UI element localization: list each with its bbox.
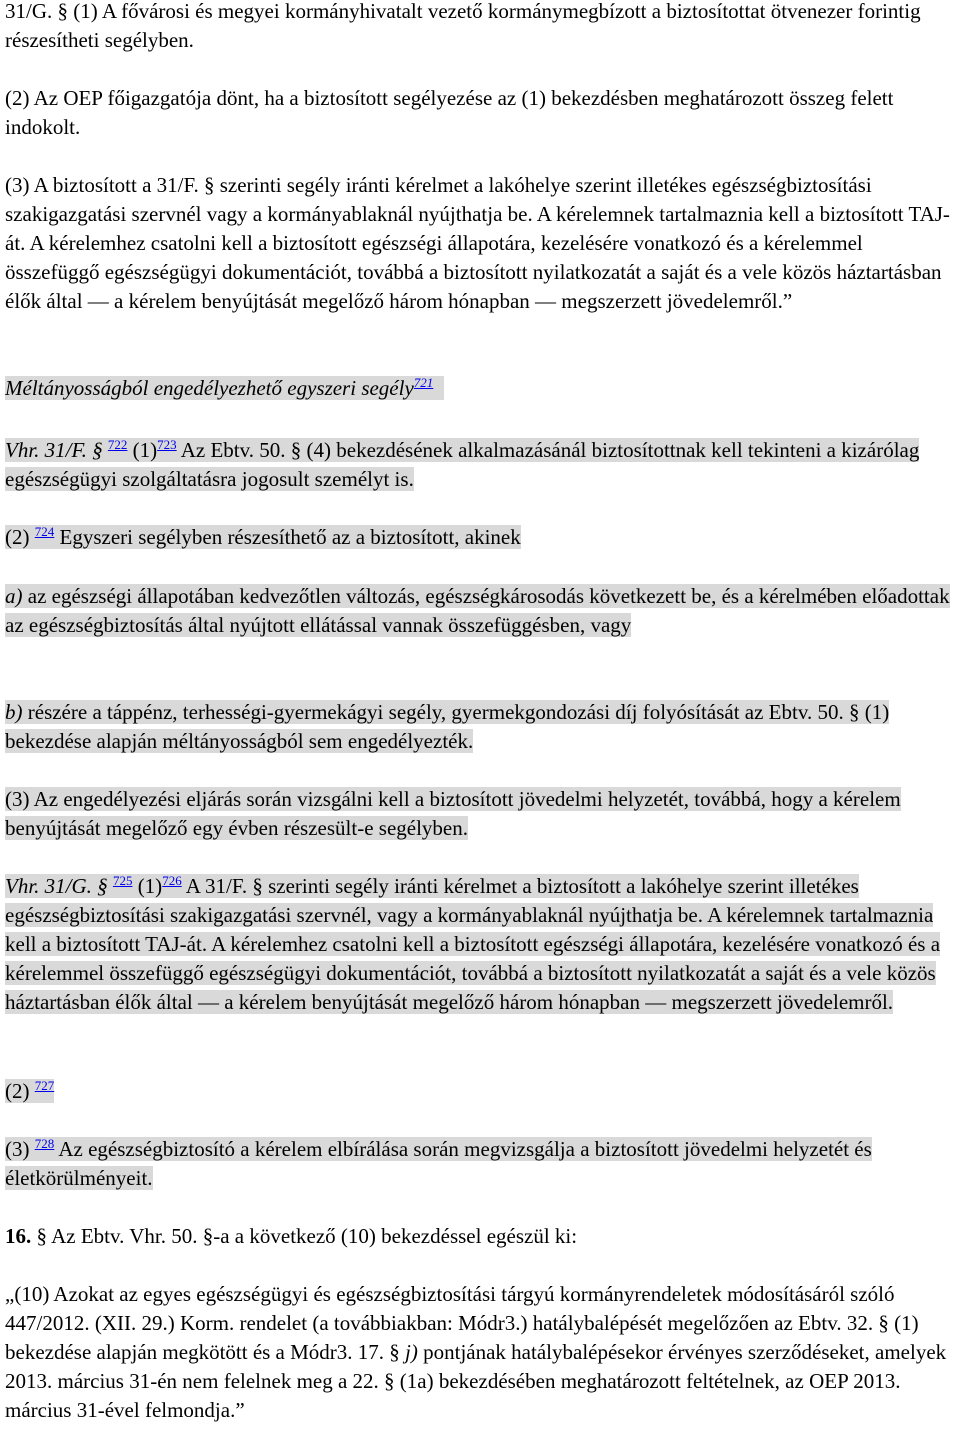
section-heading xyxy=(5,374,955,403)
paragraph-text: (3) A biztosított a 31/F. § szerinti segély iránti kérelmet a lakóhelye szerint illetékes egészségbiztosítási szakigazgatási szervnél vagy a kormányablaknál nyújthatja be. A kérelemnek tartalmaznia kell a biztosított TAJ-át. A kérelemhez csatolni kell a biztosított egészségi állapotára, kezelésére vonatkozó és a kérelemmel összefüggő egészségügyi dokumentációt, továbbá a biztosított nyilatkozatát a saját és a vele közös háztartásban élők által — a kérelem benyújtását megelőző három hónapban — megszerzett jövedelemről.” xyxy=(5,173,950,313)
vhr-reference: Vhr. 31/F. § xyxy=(5,438,103,462)
paragraph-2-egyszeri xyxy=(5,523,955,552)
footnote-link-721[interactable]: 721 xyxy=(413,375,434,390)
paragraph-10-quote xyxy=(5,1280,955,1425)
section-number: 16. xyxy=(5,1224,32,1248)
footnote-link-726[interactable]: 726 xyxy=(162,873,182,888)
paragraph-text: (2) Az OEP főigazgatója dönt, ha a biztosított segélyezése az (1) bekezdésben meghatározott összeg felett indokolt. xyxy=(5,86,894,139)
paragraph-31g-2 xyxy=(5,84,955,142)
footnote-link-728[interactable]: 728 xyxy=(34,1136,55,1151)
footnote-link-727[interactable]: 727 xyxy=(34,1078,55,1093)
footnote-link-724[interactable]: 724 xyxy=(34,524,55,539)
highlighted-text: (3) Az engedélyezési eljárás során vizsgálni kell a biztosított jövedelmi helyzetét, továbbá, hogy a kérelem benyújtását megelőző egy évben részesült-e segélyben. xyxy=(5,787,901,840)
paragraph-vhr-31f xyxy=(5,436,955,494)
footnote-link-723[interactable]: 723 xyxy=(157,437,177,452)
paragraph-3-728 xyxy=(5,1135,955,1193)
point-b xyxy=(5,698,955,756)
point-text: az egészségi állapotában kedvezőtlen változás, egészségkárosodás következett be, és a kérelmében előadottak az egészségbiztosítás által nyújtott ellátással vannak összefüggésben, vagy xyxy=(5,584,950,637)
highlighted-text xyxy=(5,438,919,491)
highlighted-text: (3) $^{728}$ Az egészségbiztosító a kérelem elbírálása során megvizsgálja a biztosított jövedelmi helyzetét és életkörülményeit. xyxy=(5,1136,872,1190)
highlighted-text xyxy=(5,874,940,1014)
point-label: a) xyxy=(5,584,23,608)
quote-text-1: „(10) Azokat az egyes egészségügyi és egészségbiztosítási tárgyú kormányrendeletek módosításáról szóló 447/2012. (XII. 29.) Korm. rendelet (a továbbiakban: Módr3.) hatálybalépését megelőzően az Ebtv. 32. § (1) bekezdése alapján megkötött és a Módr3. 17. § xyxy=(5,1282,919,1364)
point-label: b) xyxy=(5,700,23,724)
point-a xyxy=(5,582,955,640)
highlighted-text: (2) $^{727}$ xyxy=(5,1078,55,1103)
highlighted-text xyxy=(5,584,950,637)
highlighted-text xyxy=(5,700,889,753)
paragraph-31g-1 xyxy=(5,0,955,55)
paragraph-text: Az Ebtv. 50. § (4) bekezdésének alkalmazásánál biztosítottnak kell tekinteni a kizárólag egészségügyi szolgáltatásra jogosult személyt is. xyxy=(5,438,920,491)
footnote-link-722[interactable]: 722 xyxy=(107,437,128,452)
paragraph-2-727 xyxy=(5,1077,955,1106)
paragraph-text: A 31/F. § szerinti segély iránti kérelmet a biztosított a lakóhelye szerint illetékes egészségbiztosítási szakigazgatási szervnél, vagy a kormányablaknál nyújthatja be. A kérelemnek tartalmaznia kell a biztosított TAJ-át. A kérelemhez csatolni kell a biztosított egészségi állapotára, kezelésére vonatkozó és a kérelemmel összefüggő egészségügyi dokumentációt, továbbá a biztosított nyilatkozatát a saját és a vele közös háztartásban élők által — a kérelem benyújtását megelőző három hónapban — megszerzett jövedelemről. xyxy=(5,874,941,1014)
vhr-reference: Vhr. 31/G. § xyxy=(5,874,108,898)
paragraph-number: (1) xyxy=(137,874,163,898)
footnote-link-725[interactable]: 725 xyxy=(112,873,133,888)
paragraph-31g-3 xyxy=(5,171,955,316)
point-text: részére a táppénz, terhességi-gyermekágyi segély, gyermekgondozási díj folyósítását az Ebtv. 50. § (1) bekezdése alapján méltányosságból sem engedélyezték. xyxy=(5,700,890,753)
paragraph-number: (1) xyxy=(132,438,158,462)
paragraph-vhr-31g xyxy=(5,872,955,1017)
point-label: j) xyxy=(405,1340,418,1364)
quote-text-2: pontjának hatálybalépésekor érvényes szerződéseket, amelyek 2013. március 31-én nem felelnek meg a 22. § (1a) bekezdésében meghatározott feltételnek, az OEP 2013. március 31-ével felmondja.” xyxy=(5,1340,947,1422)
section-text: § Az Ebtv. Vhr. 50. §-a a következő (10) bekezdéssel egészül ki: xyxy=(36,1224,578,1248)
paragraph-3-engedelyezes xyxy=(5,785,955,843)
highlighted-text: (2) $^{724}$ Egyszeri segélyben részesíthető az a biztosított, akinek xyxy=(5,524,521,549)
paragraph-text: 31/G. § (1) A fővárosi és megyei kormányhivatalt vezető kormánymegbízott a biztosítottat ötvenezer forintig részesítheti segélyben. xyxy=(5,0,921,52)
section-16 xyxy=(5,1222,955,1251)
heading-text: Méltányosságból engedélyezhető egyszeri segély$^{721}$ xyxy=(5,376,444,400)
